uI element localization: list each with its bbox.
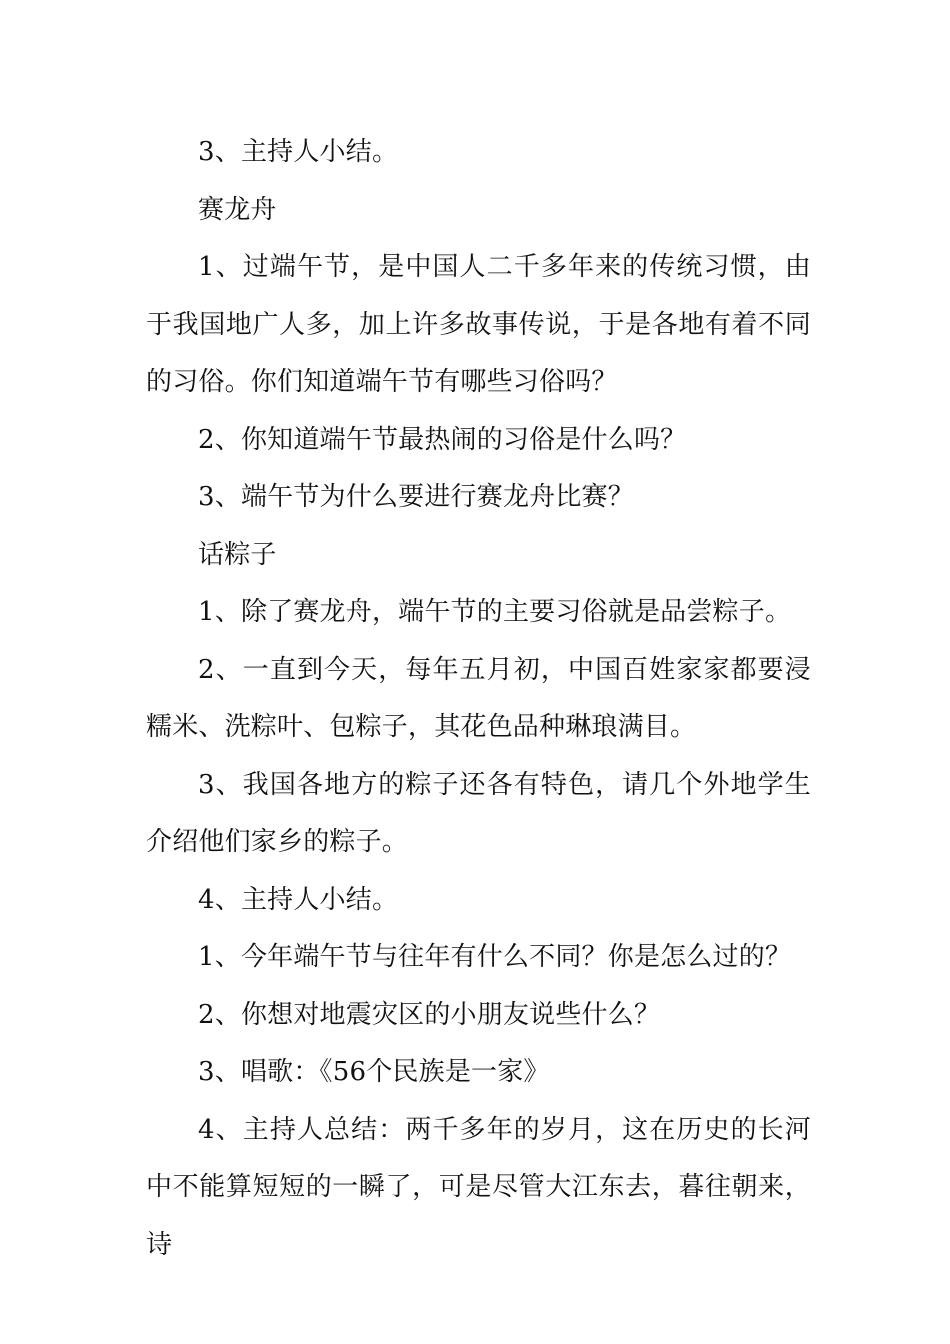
paragraph-discussion-3: 3、唱歌：《56个民族是一家》 [198,1057,550,1087]
paragraph-dragon-boat-2: 2、你知道端午节最热闹的习俗是什么吗？ [198,424,687,455]
section-heading-dragon-boat: 赛龙舟 [198,194,277,225]
paragraph-discussion-1: 1、今年端午节与往年有什么不同？你是怎么过的？ [198,942,792,972]
paragraph-discussion-2: 2、你想对地震灾区的小朋友说些什么？ [198,999,661,1030]
paragraph-zongzi-2: 2、一直到今天，每年五月初，中国百姓家家都要浸糯米、洗粽叶、包粽子，其花色品种琳琅满目。 [146,654,811,742]
paragraph-summary-1: 3、主持人小结。 [198,137,399,167]
paragraph-dragon-boat-1: 1、过端午节，是中国人二千多年来的传统习惯，由于我国地广人多，加上许多故事传说，于是各地有着不同的习俗。你们知道端午节有哪些习俗吗？ [146,252,811,397]
paragraph-zongzi-4: 4、主持人小结。 [198,884,399,915]
paragraph-zongzi-1: 1、除了赛龙舟，端午节的主要习俗就是品尝粽子。 [198,597,792,627]
paragraph-discussion-4: 4、主持人总结：两千多年的岁月，这在历史的长河中不能算短短的一瞬了，可是尽管大江东去，暮往朝来，诗 [146,1114,811,1260]
paragraph-zongzi-3: 3、我国各地方的粽子还各有特色，请几个外地学生介绍他们家乡的粽子。 [146,769,811,857]
document-body [146,124,811,1274]
section-heading-zongzi: 话粽子 [198,539,277,570]
paragraph-dragon-boat-3: 3、端午节为什么要进行赛龙舟比赛？ [198,482,634,512]
